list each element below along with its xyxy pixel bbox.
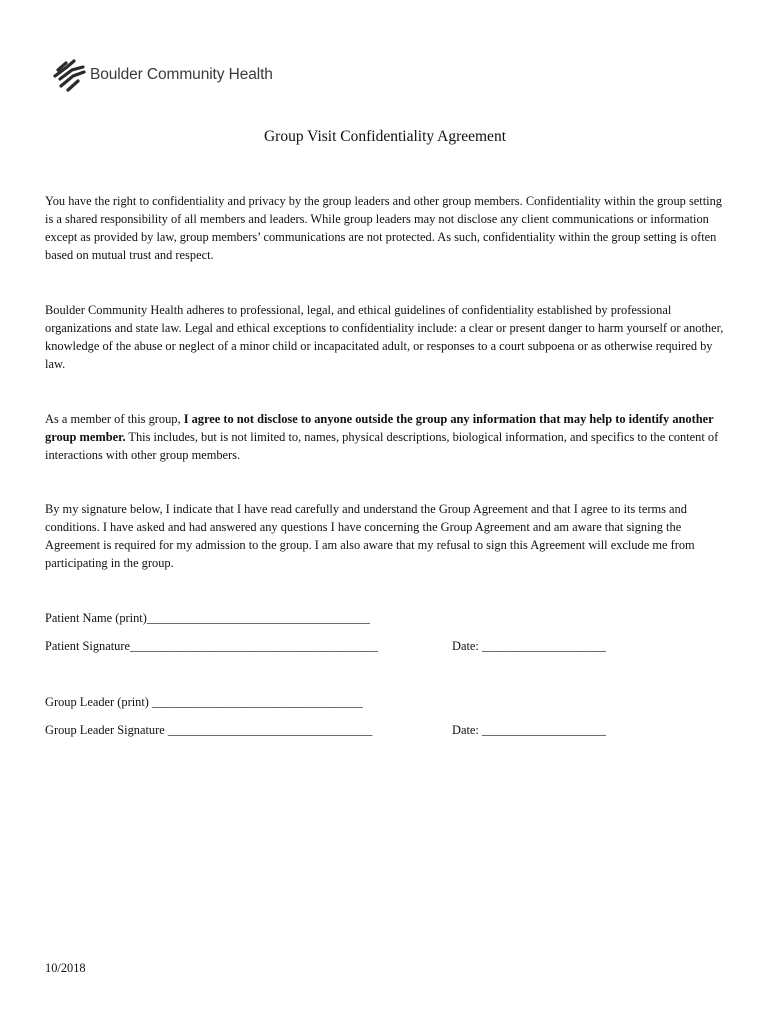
document-title: Group Visit Confidentiality Agreement (263, 128, 506, 145)
patient-signature-field[interactable]: Patient Signature________________________________________ (45, 639, 378, 653)
group-leader-signature-field[interactable]: Group Leader Signature _________________________________ (45, 723, 373, 737)
agreement-rest-text: This includes, but is not limited to, names, physical descriptions, biological information, and specifics to the content of interactions with other group members. (45, 430, 719, 462)
group-leader-name-field[interactable]: Group Leader (print) __________________________________ (45, 695, 363, 709)
patient-date-field[interactable]: Date: ____________________ (452, 639, 606, 653)
organization-logo (52, 57, 273, 93)
group-leader-date-field[interactable]: Date: ____________________ (452, 723, 606, 737)
paragraph-member-agreement (45, 410, 725, 464)
agreement-intro-text: As a member of this group, (45, 412, 184, 426)
paragraph-confidentiality-rights: You have the right to confidentiality and privacy by the group leaders and other group members. Confidentiality within the group setting is a shared responsibility of all members and leaders. While group leaders may not disclose any client communications or information except as provided by law, group members’ communications are not protected. As such, confidentiality within the group setting is often based on mutual trust and respect. (45, 194, 722, 262)
patient-name-field[interactable]: Patient Name (print)____________________________________ (45, 611, 370, 625)
paragraph-legal-exceptions: Boulder Community Health adheres to professional, legal, and ethical guidelines of confidentiality established by professional organizations and state law. Legal and ethical exceptions to confidentiality include: a clear or present danger to harm yourself or another, knowledge of the abuse or neglect of a minor child or incapacitated adult, or responses to a court subpoena or as otherwise required by law. (45, 303, 724, 371)
organization-name: Boulder Community Health (90, 65, 273, 83)
bch-stripes-logo-icon (52, 57, 88, 93)
paragraph-signature-acknowledgment: By my signature below, I indicate that I have read carefully and understand the Group Agreement and that I agree to its terms and conditions. I have asked and had answered any questions I have concerning the Group Agreement and am aware that signing the Agreement is required for my admission to the group. I am also aware that my refusal to sign this Agreement will exclude me from participating in the group. (45, 502, 695, 570)
agreement-bold-text: I agree to not disclose to anyone outside the group any information that may help to identify another group member. (45, 412, 714, 444)
revision-date: 10/2018 (45, 961, 86, 975)
